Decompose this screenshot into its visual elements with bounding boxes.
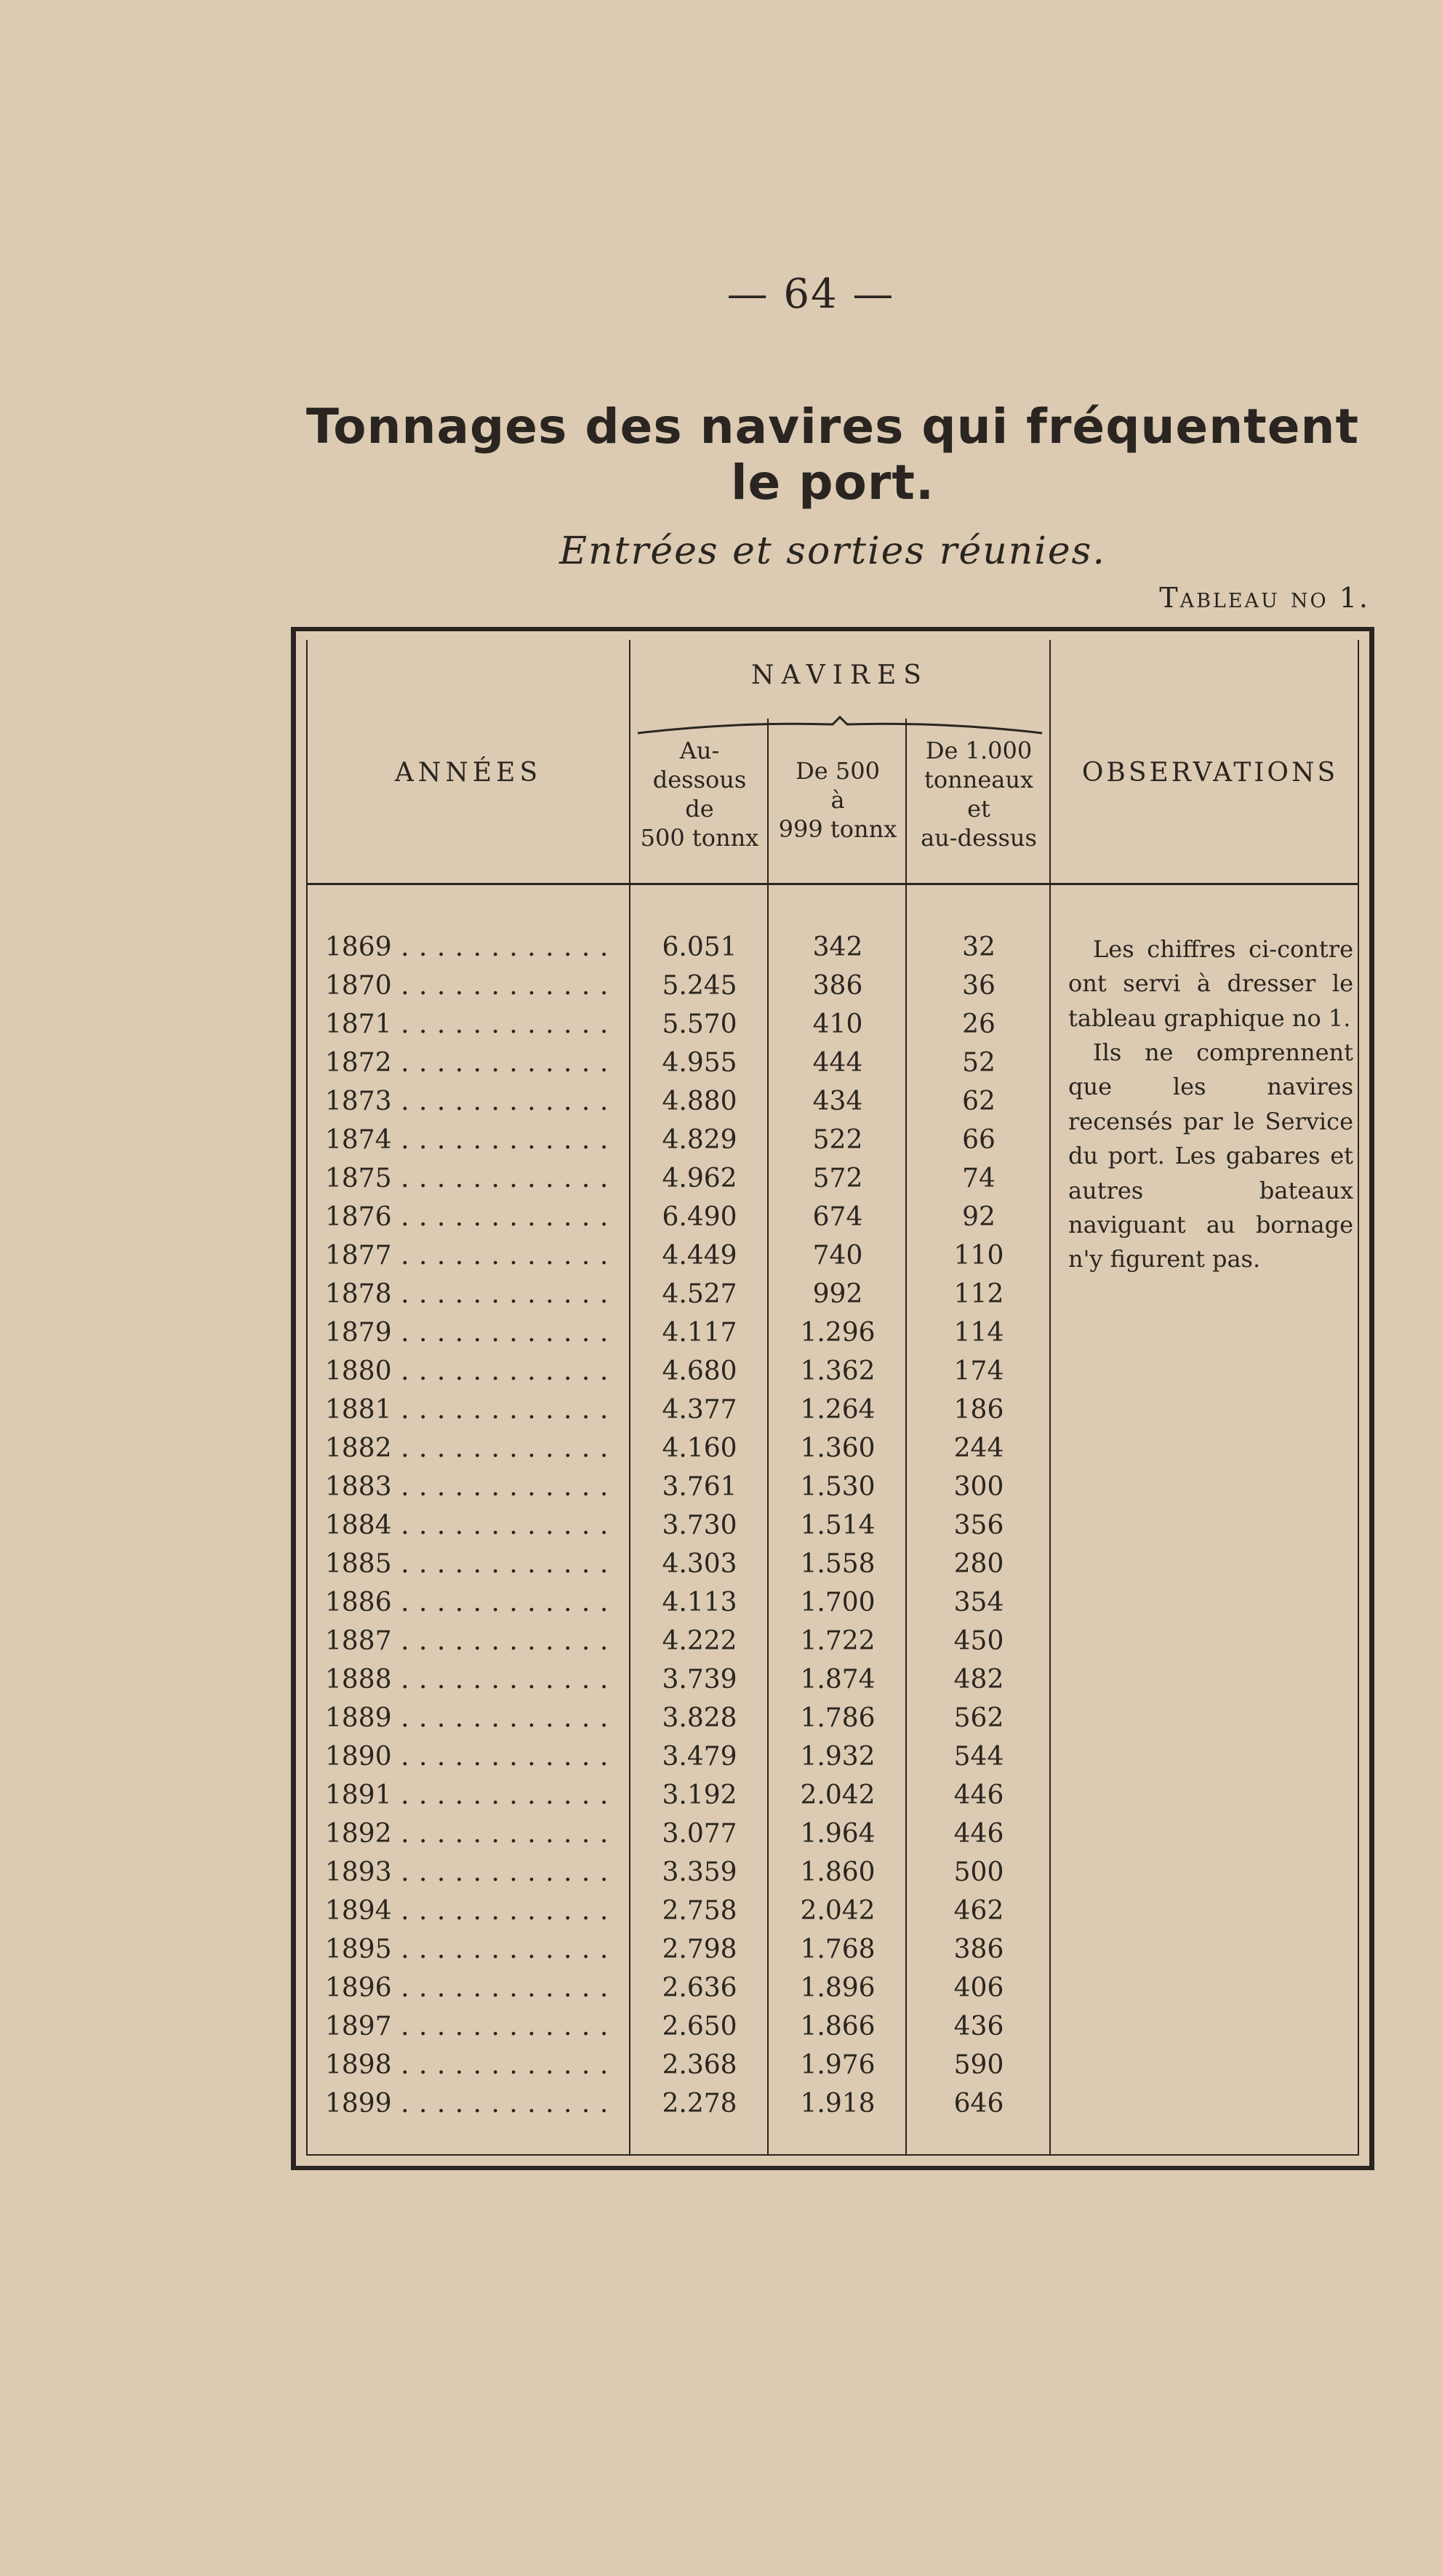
table-row	[308, 1857, 1051, 1896]
under-500-cell: 2.650	[662, 2012, 737, 2041]
1000-plus-cell: 66	[962, 1125, 996, 1155]
year-cell: 1895 . . .	[325, 1935, 616, 1964]
table-row	[308, 932, 1051, 971]
under-500-cell: 3.192	[662, 1780, 737, 1810]
table-row	[308, 1472, 1051, 1511]
table-row	[308, 1009, 1051, 1048]
under-500-cell: 3.077	[662, 1819, 737, 1849]
500-999-cell: 1.296	[800, 1318, 876, 1348]
under-500-cell: 4.117	[662, 1318, 737, 1348]
year-cell: 1886 . . .	[325, 1588, 616, 1617]
1000-plus-cell: 482	[953, 1665, 1004, 1695]
table-row	[308, 1048, 1051, 1087]
1000-plus-cell: 26	[962, 1009, 996, 1039]
under-500-cell: 4.303	[662, 1549, 737, 1579]
under-500-cell: 4.527	[662, 1279, 737, 1309]
under-500-cell: 4.160	[662, 1433, 737, 1463]
year-cell: 1872 . . .	[325, 1048, 616, 1078]
1000-plus-cell: 386	[953, 1935, 1004, 1964]
1000-plus-cell: 174	[953, 1356, 1004, 1386]
1000-plus-cell: 110	[953, 1241, 1004, 1271]
table-row	[308, 1125, 1051, 1164]
year-cell: 1885 . . .	[325, 1549, 616, 1579]
table-row	[308, 2089, 1051, 2127]
500-999-cell: 1.896	[800, 1973, 876, 2003]
500-999-cell: 410	[812, 1009, 863, 1039]
year-cell: 1887 . . .	[325, 1626, 616, 1656]
observations-text	[1068, 932, 1353, 1277]
under-500-cell: 6.490	[662, 1202, 737, 1232]
table-row	[308, 1780, 1051, 1819]
500-999-cell: 1.964	[800, 1819, 876, 1849]
year-cell: 1888 . . .	[325, 1665, 616, 1695]
year-cell: 1879 . . .	[325, 1318, 616, 1348]
page-number: — 64 —	[726, 271, 895, 318]
500-999-cell: 740	[812, 1241, 863, 1271]
year-cell: 1896 . . .	[325, 1973, 616, 2003]
under-500-cell: 5.245	[662, 971, 737, 1001]
table-row	[308, 1626, 1051, 1665]
1000-plus-cell: 52	[962, 1048, 996, 1078]
table-row	[308, 971, 1051, 1009]
under-500-cell: 2.758	[662, 1896, 737, 1926]
header-observations: OBSERVATIONS	[1081, 758, 1339, 788]
header-rule	[308, 883, 1358, 885]
under-500-cell: 4.449	[662, 1241, 737, 1271]
under-500-cell: 3.828	[662, 1703, 737, 1733]
year-cell: 1878 . . .	[325, 1279, 616, 1309]
under-500-cell: 2.368	[662, 2050, 737, 2080]
year-cell: 1898 . . .	[325, 2050, 616, 2080]
1000-plus-cell: 436	[953, 2012, 1004, 2041]
500-999-cell: 1.700	[800, 1588, 876, 1617]
1000-plus-cell: 112	[953, 1279, 1004, 1309]
year-cell: 1882 . . .	[325, 1433, 616, 1463]
year-cell: 1871 . . .	[325, 1009, 616, 1039]
1000-plus-cell: 74	[962, 1164, 996, 1193]
under-500-cell: 4.955	[662, 1048, 737, 1078]
1000-plus-cell: 446	[953, 1819, 1004, 1849]
500-999-cell: 1.360	[800, 1433, 876, 1463]
500-999-cell: 992	[812, 1279, 863, 1309]
year-cell: 1894 . . .	[325, 1896, 616, 1926]
table-row	[308, 1703, 1051, 1742]
500-999-cell: 444	[812, 1048, 863, 1078]
500-999-cell: 674	[812, 1202, 863, 1232]
500-999-cell: 1.264	[800, 1395, 876, 1425]
year-cell: 1883 . . .	[325, 1472, 616, 1502]
1000-plus-cell: 646	[953, 2089, 1004, 2119]
table-row	[308, 1973, 1051, 2012]
year-cell: 1890 . . .	[325, 1742, 616, 1772]
table-row	[308, 1395, 1051, 1433]
500-999-cell: 386	[812, 971, 863, 1001]
tonnage-table	[291, 627, 1374, 2170]
under-500-cell: 4.377	[662, 1395, 737, 1425]
table-row	[308, 2050, 1051, 2089]
year-cell: 1899 . . .	[325, 2089, 616, 2119]
header-col-under-500: Au- dessous de 500 tonnx	[640, 737, 759, 852]
observation-paragraph: Les chiffres ci-contre ont servi à dresser le tableau graphique no 1.	[1068, 935, 1353, 1032]
year-cell: 1877 . . .	[325, 1241, 616, 1271]
1000-plus-cell: 114	[953, 1318, 1004, 1348]
1000-plus-cell: 590	[953, 2050, 1004, 2080]
year-cell: 1876 . . .	[325, 1202, 616, 1232]
year-cell: 1880 . . .	[325, 1356, 616, 1386]
table-row	[308, 1241, 1051, 1279]
500-999-cell: 1.874	[800, 1665, 876, 1695]
table-row	[308, 1202, 1051, 1241]
500-999-cell: 1.558	[800, 1549, 876, 1579]
year-cell: 1891 . . .	[325, 1780, 616, 1810]
table-row	[308, 1433, 1051, 1472]
500-999-cell: 1.932	[800, 1742, 876, 1772]
500-999-cell: 1.768	[800, 1935, 876, 1964]
table-row	[308, 1318, 1051, 1356]
under-500-cell: 4.829	[662, 1125, 737, 1155]
500-999-cell: 2.042	[800, 1780, 876, 1810]
1000-plus-cell: 244	[953, 1433, 1004, 1463]
under-500-cell: 3.739	[662, 1665, 737, 1695]
year-cell: 1897 . . .	[325, 2012, 616, 2041]
year-cell: 1889 . . .	[325, 1703, 616, 1733]
year-cell: 1873 . . .	[325, 1087, 616, 1116]
1000-plus-cell: 280	[953, 1549, 1004, 1579]
500-999-cell: 1.860	[800, 1857, 876, 1887]
1000-plus-cell: 446	[953, 1780, 1004, 1810]
1000-plus-cell: 562	[953, 1703, 1004, 1733]
under-500-cell: 5.570	[662, 1009, 737, 1039]
table-row	[308, 1511, 1051, 1549]
under-500-cell: 3.730	[662, 1511, 737, 1540]
table-row	[308, 1356, 1051, 1395]
500-999-cell: 1.918	[800, 2089, 876, 2119]
year-cell: 1881 . . .	[325, 1395, 616, 1425]
1000-plus-cell: 186	[953, 1395, 1004, 1425]
document-title: Tonnages des navires qui fréquentent le port.	[305, 399, 1360, 511]
500-999-cell: 572	[812, 1164, 863, 1193]
year-cell: 1875 . . .	[325, 1164, 616, 1193]
header-annees: ANNÉES	[394, 758, 542, 788]
1000-plus-cell: 500	[953, 1857, 1004, 1887]
1000-plus-cell: 32	[962, 932, 996, 962]
1000-plus-cell: 406	[953, 1973, 1004, 2003]
under-500-cell: 2.798	[662, 1935, 737, 1964]
under-500-cell: 6.051	[662, 932, 737, 962]
1000-plus-cell: 450	[953, 1626, 1004, 1656]
under-500-cell: 3.479	[662, 1742, 737, 1772]
under-500-cell: 4.680	[662, 1356, 737, 1386]
500-999-cell: 1.530	[800, 1472, 876, 1502]
1000-plus-cell: 354	[953, 1588, 1004, 1617]
year-cell: 1870 . . .	[325, 971, 616, 1001]
document-subtitle: Entrées et sorties réunies.	[559, 529, 1106, 573]
1000-plus-cell: 462	[953, 1896, 1004, 1926]
table-row	[308, 1279, 1051, 1318]
under-500-cell: 3.761	[662, 1472, 737, 1502]
1000-plus-cell: 544	[953, 1742, 1004, 1772]
table-label: Tableau no 1.	[1159, 582, 1370, 614]
1000-plus-cell: 36	[962, 971, 996, 1001]
under-500-cell: 4.222	[662, 1626, 737, 1656]
table-row	[308, 1896, 1051, 1935]
year-cell: 1874 . . .	[325, 1125, 616, 1155]
500-999-cell: 1.362	[800, 1356, 876, 1386]
table-inner-frame	[306, 640, 1359, 2156]
header-col-500-999: De 500 à 999 tonnx	[778, 757, 897, 843]
table-row	[308, 1819, 1051, 1857]
1000-plus-cell: 356	[953, 1511, 1004, 1540]
table-row	[308, 2012, 1051, 2050]
under-500-cell: 4.880	[662, 1087, 737, 1116]
under-500-cell: 4.113	[662, 1588, 737, 1617]
under-500-cell: 3.359	[662, 1857, 737, 1887]
year-cell: 1884 . . .	[325, 1511, 616, 1540]
under-500-cell: 4.962	[662, 1164, 737, 1193]
1000-plus-cell: 92	[962, 1202, 996, 1232]
500-999-cell: 522	[812, 1125, 863, 1155]
under-500-cell: 2.278	[662, 2089, 737, 2119]
500-999-cell: 1.514	[800, 1511, 876, 1540]
table-row	[308, 1935, 1051, 1973]
500-999-cell: 1.976	[800, 2050, 876, 2080]
table-row	[308, 1665, 1051, 1703]
navires-brace-icon	[636, 714, 1044, 736]
table-row	[308, 1588, 1051, 1626]
1000-plus-cell: 62	[962, 1087, 996, 1116]
year-cell: 1869 . . .	[325, 932, 616, 962]
header-col-1000-plus: De 1.000 tonneaux et au-dessus	[921, 737, 1037, 852]
year-cell: 1893 . . .	[325, 1857, 616, 1887]
table-row	[308, 1742, 1051, 1780]
table-row	[308, 1164, 1051, 1202]
500-999-cell: 2.042	[800, 1896, 876, 1926]
500-999-cell: 434	[812, 1087, 863, 1116]
500-999-cell: 1.866	[800, 2012, 876, 2041]
1000-plus-cell: 300	[953, 1472, 1004, 1502]
year-cell: 1892 . . .	[325, 1819, 616, 1849]
table-row	[308, 1087, 1051, 1125]
observation-paragraph: Ils ne comprennent que les navires recensés par le Service du port. Les gabares et autres bateaux naviguant au bornage n'y figurent pas.	[1068, 1039, 1353, 1273]
500-999-cell: 342	[812, 932, 863, 962]
under-500-cell: 2.636	[662, 1973, 737, 2003]
500-999-cell: 1.722	[800, 1626, 876, 1656]
table-row	[308, 1549, 1051, 1588]
header-navires: NAVIRES	[751, 660, 929, 690]
500-999-cell: 1.786	[800, 1703, 876, 1733]
